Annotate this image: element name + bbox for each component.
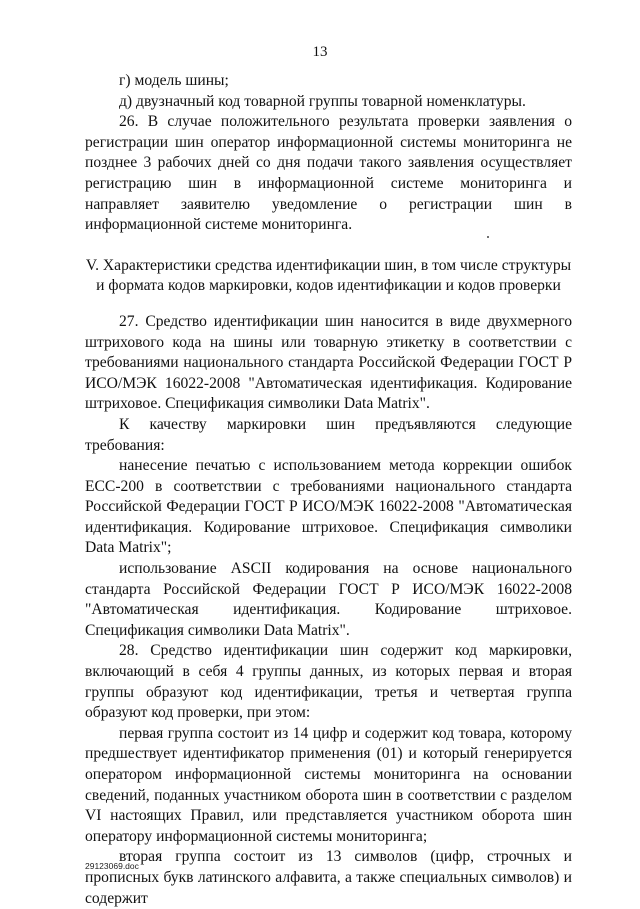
paragraph-printing-requirement: нанесение печатью с использованием метода коррекции ошибок ЕСС-200 в соответствии с требованиями национального стандарта Российской Федерации ГОСТ Р ИСО/МЭК 16022-2008 "Автоматическая идентификация. Кодирование штриховое. Спецификация символики Data Matrix"; — [85, 457, 572, 557]
section-heading-line-2: и формата кодов маркировки, кодов идентификации и кодов проверки — [96, 277, 561, 295]
list-item-d: д) двузначный код товарной группы товарной номенклатуры. — [119, 92, 526, 110]
document-body — [85, 71, 572, 909]
paragraph-ascii-requirement: использование ASCII кодирования на основе национального стандарта Российской Федерации ГОСТ Р ИСО/МЭК 16022-2008 "Автоматическая идентификация. Кодирование штриховое. Спецификация символики Data Matrix". — [85, 560, 572, 639]
paragraph-26: 26. В случае положительного результата проверки заявления о регистрации шин оператор информационной системы мониторинга не позднее 3 рабочих дней со дня подачи такого заявления осуществляет регистрацию шин в информационной системе мониторинга и направляет заявителю уведомление о регистрации шин в информационной системе мониторинга. — [85, 113, 572, 234]
paragraph-quality-requirements: К качеству маркировки шин предъявляются следующие требования: — [85, 415, 572, 454]
list-item-g: г) модель шины; — [119, 72, 229, 89]
paragraph-28: 28. Средство идентификации шин содержит код маркировки, включающий в себя 4 группы данных, из которых первая и вторая группы образуют код идентификации, третья и четвертая группа образуют код проверки, при этом: — [85, 642, 572, 722]
scan-speck — [487, 236, 489, 238]
paragraph-second-group: вторая группа состоит из 13 символов (цифр, строчных и прописных букв латинского алфавита, а также специальных символов) и содержит — [85, 848, 572, 907]
footer-file-code: 29123069.doc — [85, 861, 139, 871]
paragraph-first-group: первая группа состоит из 14 цифр и содержит код товара, которому предшествует идентификатор применения (01) и который генерируется оператором информационной системы мониторинга на основании сведений, поданных участником оборота шин в соответствии с разделом VI настоящих Правил, или представляется участником оборота шин оператору информационной системы мониторинга; — [85, 724, 572, 845]
page-number: 13 — [312, 44, 328, 60]
paragraph-27: 27. Средство идентификации шин наносится в виде двухмерного штрихового кода на шины или товарную этикетку в соответствии с требованиями национального стандарта Российской Федерации ГОСТ Р ИСО/МЭК 16022-2008 "Автоматическая идентификация. Кодирование штриховое. Спецификация символики Data Matrix". — [85, 312, 572, 413]
section-heading-line-1: V. Характеристики средства идентификации шин, в том числе структуры — [85, 256, 572, 274]
